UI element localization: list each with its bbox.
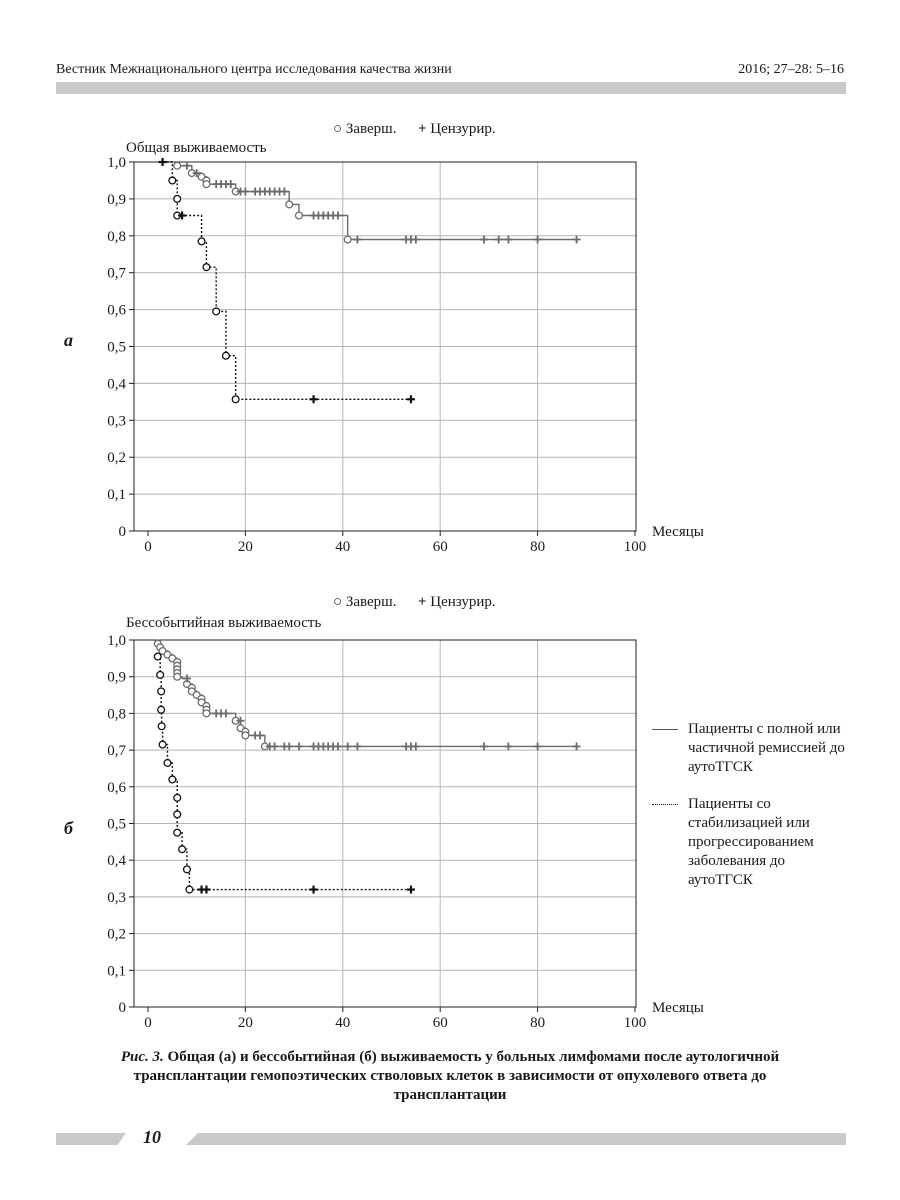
series-1-censored-point [222, 709, 230, 717]
series-2-event-point [174, 811, 181, 818]
series-2-event-point [179, 846, 186, 853]
y-tick-label: 1,0 [107, 155, 126, 171]
series-1-censored-point [504, 742, 512, 750]
series-2-event-point [154, 653, 161, 660]
series-2-censored-point [310, 886, 318, 894]
y-tick-label: 0,5 [107, 816, 126, 833]
series-1-line [158, 644, 577, 747]
figure-caption [80, 1048, 820, 1105]
dotted-line-swatch-icon [652, 804, 678, 805]
series-2-event-point [158, 723, 165, 730]
panel-letter-a: а [64, 330, 73, 350]
series-2-event-point [169, 776, 176, 783]
series-2-event-point [157, 671, 164, 678]
series-1-censored-point [353, 742, 361, 750]
series-1-event-point [203, 710, 210, 717]
censored-marker-icon: + [417, 594, 427, 610]
legend-entry-remission [652, 720, 852, 777]
solid-line-swatch-icon [652, 729, 678, 730]
series-1-censored-point [271, 742, 279, 750]
x-tick-label: 0 [144, 539, 152, 555]
y-tick-label: 0,9 [107, 191, 126, 208]
x-tick-label: 0 [144, 1015, 152, 1031]
x-tick-label: 100 [623, 539, 647, 555]
issue-info: 2016; 27–28: 5–16 [738, 62, 844, 77]
x-tick-label: 40 [335, 539, 351, 555]
series-2-censored-point [202, 886, 210, 894]
y-tick-label: 0,1 [107, 963, 126, 980]
y-tick-label: 0,1 [107, 487, 126, 504]
series-2-event-point [174, 829, 181, 836]
y-tick-label: 0 [118, 1000, 126, 1016]
y-tick-label: 0,6 [107, 779, 126, 796]
y-tick-label: 0,6 [107, 302, 126, 319]
x-tick-label: 80 [530, 539, 546, 555]
chart-title-a: Общая выживаемость [126, 140, 267, 156]
x-tick-label: 80 [530, 1015, 546, 1031]
x-tick-label: 40 [335, 1015, 351, 1031]
series-1-censored-point [412, 742, 420, 750]
footer-right-bar [186, 1133, 846, 1145]
series-2-event-point [158, 688, 165, 695]
series-1-censored-point [256, 731, 264, 739]
legend-label-remission: Пациенты с полной или частичной ремиссией до аутоТГСК [688, 721, 845, 775]
y-tick-label: 0,7 [107, 265, 126, 282]
y-tick-label: 0,9 [107, 669, 126, 686]
series-1-censored-point [334, 742, 342, 750]
y-tick-label: 0,3 [107, 413, 126, 430]
series-legend [652, 720, 852, 908]
figure-caption-text: Общая (а) и бессобытийная (б) выживаемость у больных лимфомами после аутологичной трансплантации гемопоэтических стволовых клеток в зависимости от опухолевого ответа до трансплантации [133, 1049, 780, 1103]
series-1-censored-point [344, 742, 352, 750]
y-tick-label: 0,7 [107, 743, 126, 760]
series-1-censored-point [285, 742, 293, 750]
x-axis-label: Месяцы [652, 524, 704, 540]
figure-label: Рис. 3. [120, 1049, 164, 1065]
y-tick-label: 0,8 [107, 228, 126, 245]
panel-letter-b: б [64, 818, 73, 838]
legend-censored-label: Цензурир. [430, 594, 496, 610]
x-tick-label: 60 [432, 1015, 448, 1031]
series-2-event-point [174, 794, 181, 801]
series-1-censored-point [534, 742, 542, 750]
y-tick-label: 0,2 [107, 926, 126, 943]
chart-title-b: Бессобытийная выживаемость [126, 615, 322, 631]
censored-marker-icon: + [417, 121, 427, 137]
series-2-event-point [159, 741, 166, 748]
series-1-event-point [174, 673, 181, 680]
legend-censored-label: Цензурир. [430, 121, 496, 137]
footer-left-bar [56, 1133, 126, 1145]
y-tick-label: 0 [118, 524, 126, 540]
completed-marker-icon: ○ [333, 594, 343, 610]
y-tick-label: 0,3 [107, 889, 126, 906]
y-tick-label: 0,5 [107, 339, 126, 356]
legend-entry-progression [652, 795, 852, 890]
page-number: 10 [143, 1127, 161, 1147]
x-tick-label: 100 [623, 1015, 647, 1031]
x-tick-label: 20 [237, 1015, 253, 1031]
series-1-censored-point [295, 742, 303, 750]
legend-completed-label: Заверш. [345, 594, 397, 610]
series-2-event-point [164, 760, 171, 767]
y-tick-label: 0,8 [107, 706, 126, 723]
y-tick-label: 0,4 [107, 376, 126, 393]
x-axis-label: Месяцы [652, 1000, 704, 1016]
series-1-censored-point [573, 742, 581, 750]
journal-title: Вестник Межнационального центра исследования качества жизни [56, 62, 452, 77]
series-2-event-point [158, 706, 165, 713]
y-tick-label: 0,4 [107, 853, 126, 870]
series-1-censored-point [480, 742, 488, 750]
legend-completed-label: Заверш. [345, 121, 397, 137]
series-2-censored-point [407, 886, 415, 894]
y-tick-label: 1,0 [107, 633, 126, 649]
series-2-event-point [184, 866, 191, 873]
x-tick-label: 60 [432, 539, 448, 555]
series-1-event-point [242, 732, 249, 739]
y-tick-label: 0,2 [107, 450, 126, 467]
legend-label-progression: Пациенты со стабилизацией или прогрессированием заболевания до аутоТГСК [688, 796, 814, 888]
completed-marker-icon: ○ [333, 121, 343, 137]
x-tick-label: 20 [237, 539, 253, 555]
series-2-event-point [186, 886, 193, 893]
